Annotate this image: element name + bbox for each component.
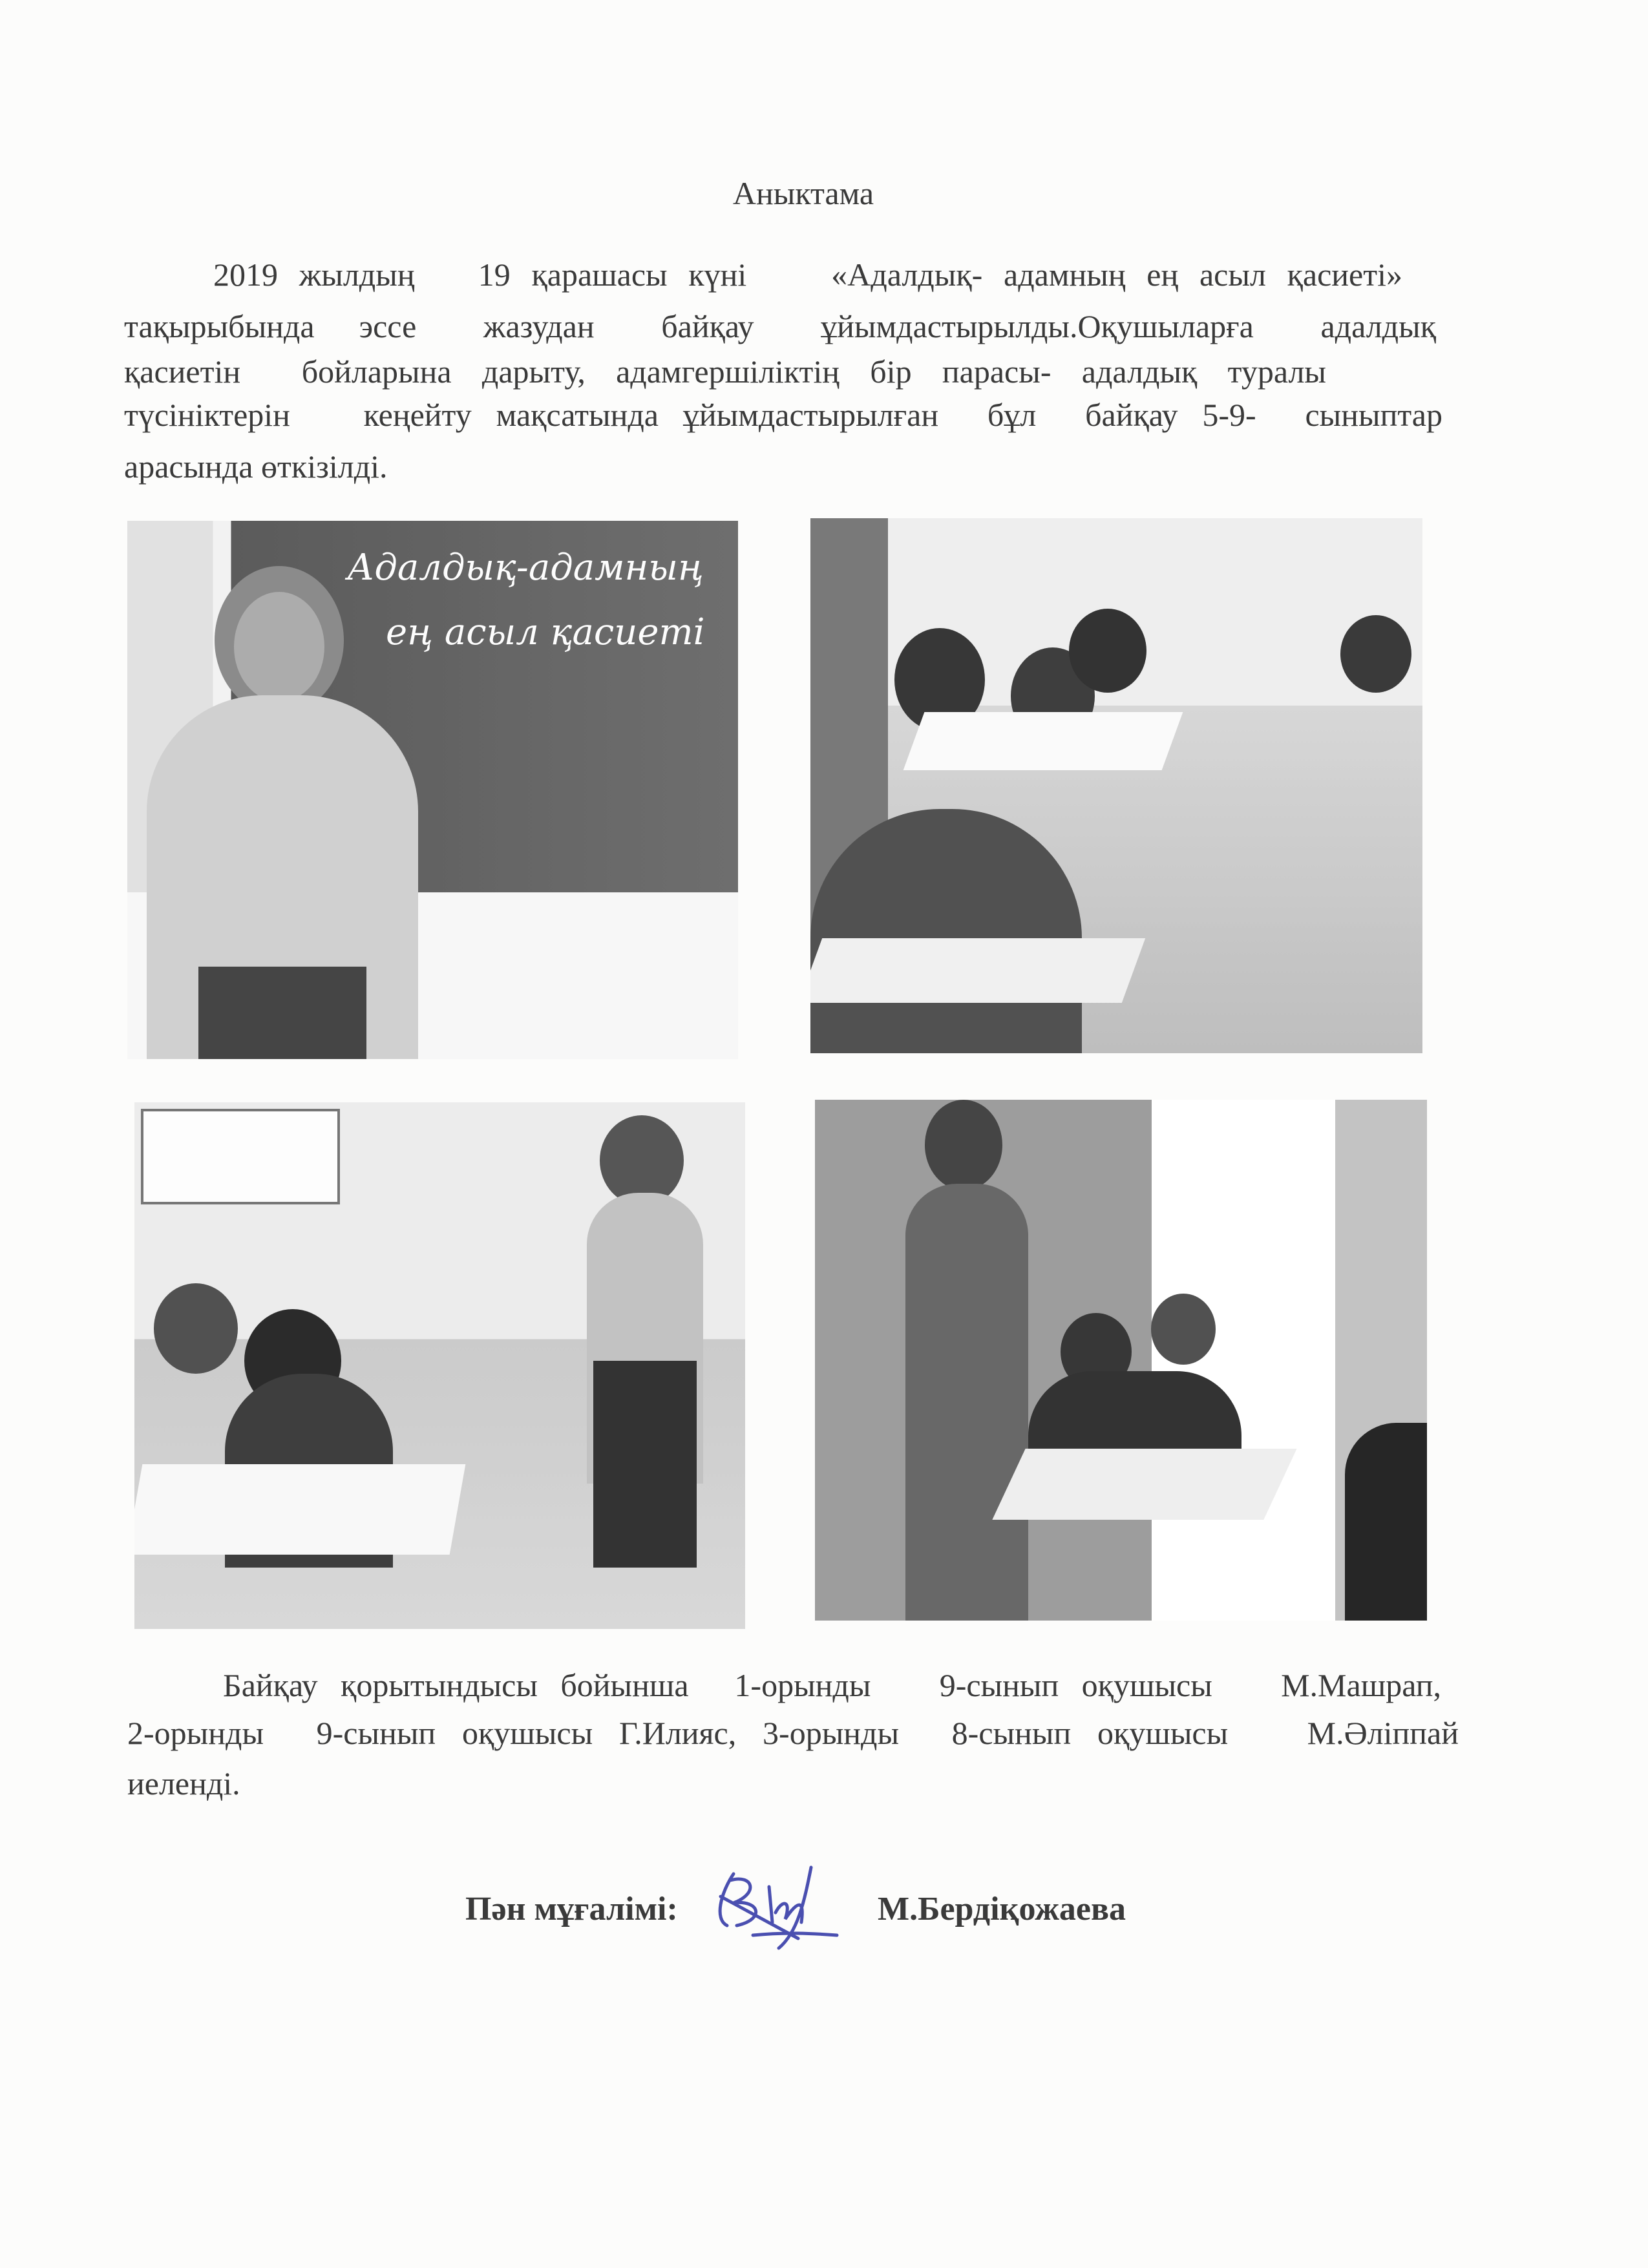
intro-line: түсініктерін кеңейту мақсатында ұйымдастырылған бұл байқау 5-9- сыныптар: [124, 397, 1442, 433]
document-title: Аныктама: [732, 175, 874, 211]
signature-label: Пән мұғалімі:: [465, 1891, 678, 1927]
photo-students-writing-1: [810, 518, 1422, 1053]
intro-line: арасында өткізілді.: [124, 448, 388, 485]
teacher-name: М.Бердіқожаева: [878, 1891, 1126, 1927]
chalkboard-text-line2: ең асыл қасиеті: [386, 611, 705, 653]
photo-teacher-at-chalkboard: [127, 521, 738, 1059]
photo-teacher-with-students: [134, 1102, 745, 1629]
intro-line: тақырыбында эссе жазудан байқау ұйымдастырылды.Оқушыларға адалдық: [124, 308, 1436, 344]
results-line: 2-орынды 9-сынып оқушысы Г.Илияс, 3-орынды 8-сынып оқушысы М.Әліппай: [127, 1715, 1459, 1751]
results-line: иеленді.: [127, 1765, 240, 1801]
chalkboard-text-line1: Адалдық-адамның: [347, 547, 704, 589]
photo-teacher-near-window: [815, 1100, 1427, 1621]
results-line: Байқау қорытындысы бойынша 1-орынды 9-сынып оқушысы М.Машрап,: [223, 1667, 1441, 1703]
handwritten-signature: [708, 1861, 850, 1951]
intro-line: қасиетін бойларына дарыту, адамгершіліктің бір парасы- адалдық туралы: [124, 353, 1326, 390]
intro-line: 2019 жылдың 19 қарашасы күні «Адалдық- адамның ең асыл қасиеті»: [213, 257, 1402, 293]
